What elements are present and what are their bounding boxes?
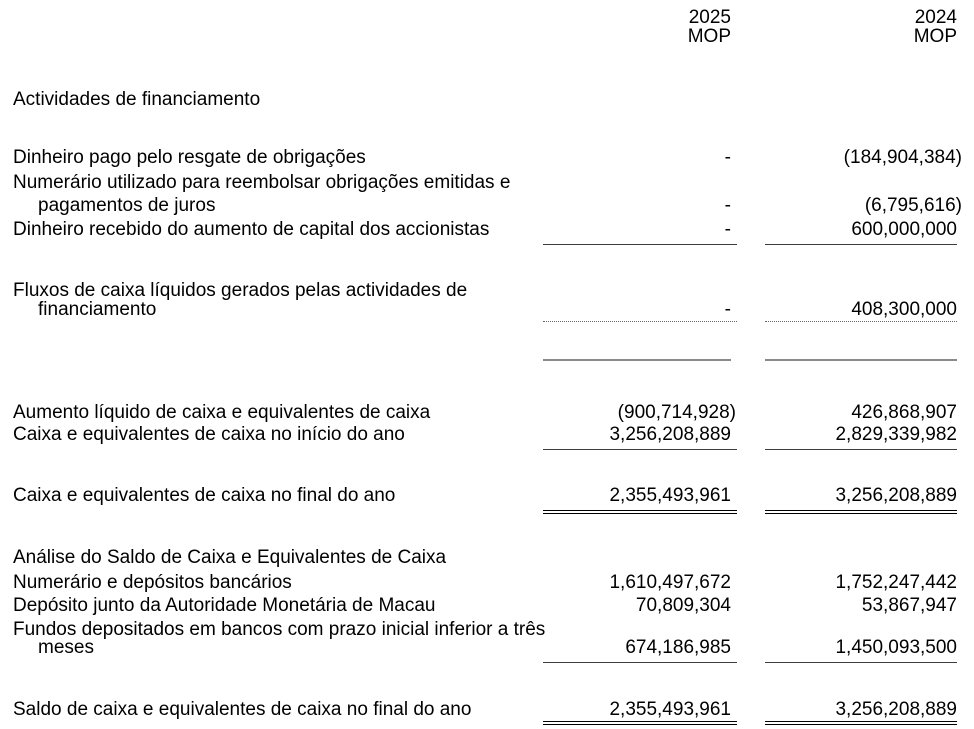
- value-2024: 53,867,947: [861, 595, 957, 616]
- separator-bar-2025: [543, 359, 737, 361]
- value-2024: 1,450,093,500: [765, 637, 957, 663]
- value-2024: (6,795,616): [864, 195, 962, 216]
- value-2024: 408,300,000: [765, 299, 957, 322]
- col-year-2024: 2024: [914, 7, 957, 28]
- row-label: Caixa e equivalentes de caixa no início do ano: [13, 424, 405, 445]
- row-label: Saldo de caixa e equivalentes de caixa no final do ano: [13, 699, 472, 720]
- table-row: [13, 172, 543, 194]
- value-2025: 2,355,493,961: [543, 699, 737, 725]
- total-row: [13, 699, 957, 725]
- value-2024: 426,868,907: [851, 402, 957, 423]
- row-label-continued: meses: [38, 637, 94, 658]
- row-label: Depósito junto da Autoridade Monetária de Macau: [13, 595, 436, 616]
- row-label: Aumento líquido de caixa e equivalentes de caixa: [13, 402, 431, 423]
- row-label: Caixa e equivalentes de caixa no final do ano: [13, 485, 396, 506]
- col-year-2025: 2025: [688, 7, 731, 28]
- table-row: [13, 402, 957, 424]
- table-row: [13, 195, 962, 217]
- col-unit-2024: MOP: [913, 26, 957, 47]
- row-label: Numerário utilizado para reembolsar obrigações emitidas e: [13, 172, 511, 193]
- value-2024: 2,829,339,982: [765, 424, 957, 450]
- value-2024: 1,752,247,442: [835, 572, 957, 593]
- row-label: Fluxos de caixa líquidos gerados pelas actividades de: [13, 280, 468, 301]
- row-label-continued: financiamento: [38, 299, 157, 320]
- section-title: Análise do Saldo de Caixa e Equivalentes de Caixa: [13, 547, 447, 568]
- value-2024: (184,904,384): [843, 147, 962, 168]
- separator-bar-2024: [765, 359, 957, 361]
- table-row: [13, 147, 962, 169]
- value-2025: 674,186,985: [543, 637, 737, 663]
- value-2025: -: [724, 195, 731, 216]
- value-2025: 1,610,497,672: [609, 572, 731, 593]
- row-label: Fundos depositados em bancos com prazo inicial inferior a três: [13, 619, 546, 640]
- value-2025: 3,256,208,889: [543, 424, 737, 450]
- col-unit-2025: MOP: [687, 26, 731, 47]
- separator-bar: [765, 359, 957, 361]
- table-row: [13, 219, 957, 245]
- row-label-continued: pagamentos de juros: [38, 195, 216, 216]
- section-title-row: [13, 547, 543, 569]
- value-2024: 3,256,208,889: [765, 485, 957, 514]
- table-row: [13, 424, 957, 450]
- value-2025: -: [543, 219, 737, 245]
- col-header-2024: [765, 8, 957, 46]
- col-header-2025: [543, 8, 737, 46]
- value-2025: -: [543, 299, 737, 322]
- value-2024: 600,000,000: [765, 219, 957, 245]
- row-label: Numerário e depósitos bancários: [13, 572, 292, 593]
- value-2025: (900,714,928): [617, 402, 736, 423]
- row-label: Dinheiro pago pelo resgate de obrigações: [13, 147, 366, 168]
- separator-row: [13, 359, 957, 361]
- section-title: Actividades de financiamento: [13, 89, 261, 110]
- subtotal-row: [13, 299, 957, 322]
- separator-bar: [543, 359, 731, 361]
- table-row: [13, 637, 957, 663]
- value-2024: 3,256,208,889: [765, 699, 957, 725]
- table-row: [13, 595, 957, 617]
- total-row: [13, 485, 957, 514]
- value-2025: 70,809,304: [635, 595, 731, 616]
- row-label: Dinheiro recebido do aumento de capital dos accionistas: [13, 219, 490, 240]
- column-header-row: [13, 8, 957, 46]
- value-2025: -: [724, 147, 731, 168]
- table-row: [13, 572, 957, 594]
- value-2025: 2,355,493,961: [543, 485, 737, 514]
- section-title-row: [13, 89, 543, 111]
